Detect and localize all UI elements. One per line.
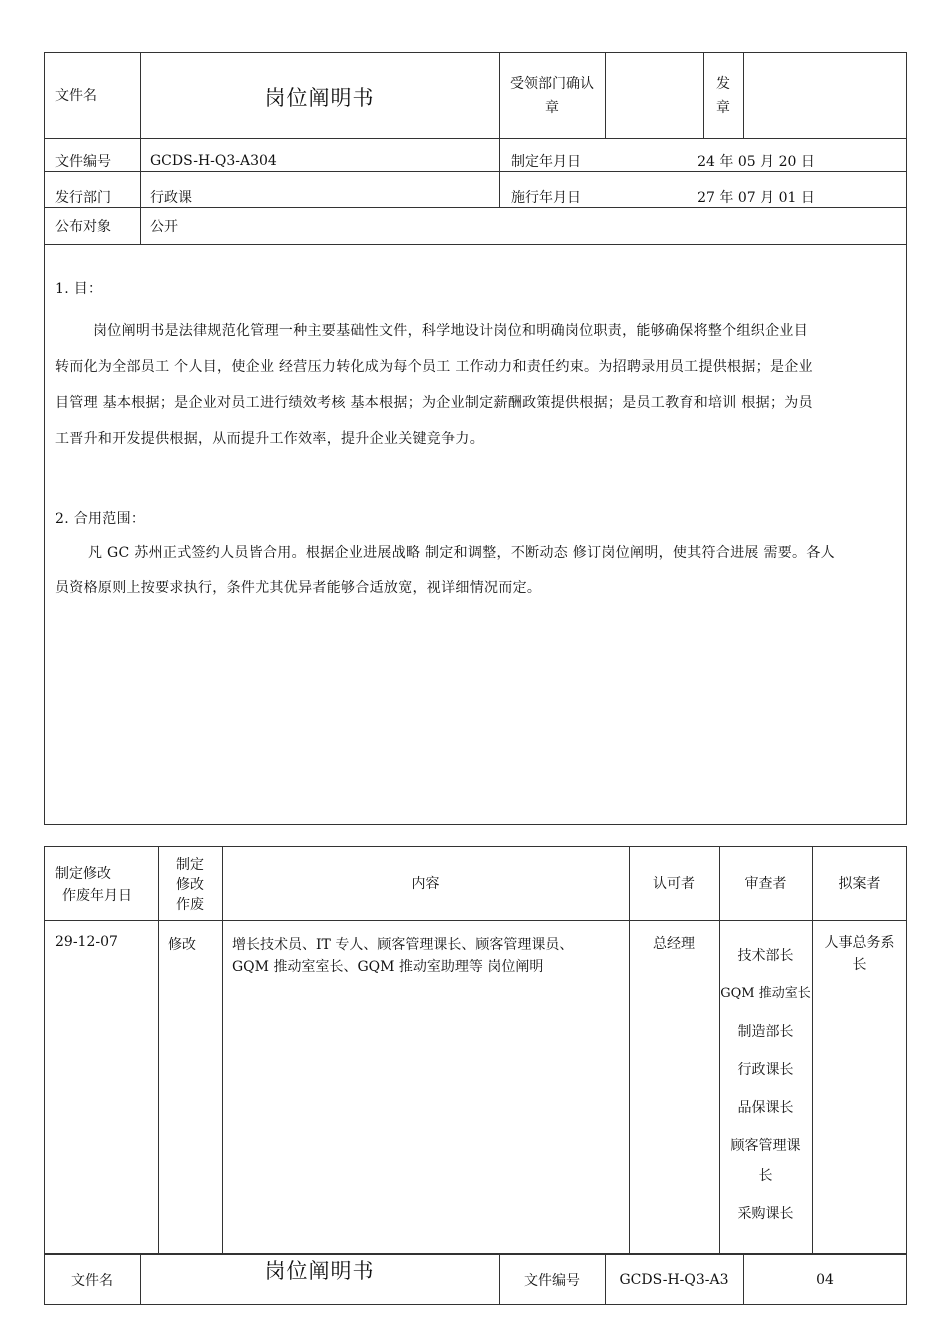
footer-file-name-label: 文件名 — [71, 1272, 113, 1289]
col-header-date-line: 制定修改 — [55, 866, 111, 882]
revision-drafter-line: 人事总务系 — [824, 935, 895, 951]
section-heading: 1. 目： — [55, 281, 103, 297]
section-paragraph: 员资格原则上按要求执行，条件尤其优异者能够合适放宽，视详细情况而定。 — [55, 580, 542, 596]
revision-date: 29-12-07 — [55, 934, 118, 950]
file-no-label: 文件编号 — [55, 154, 111, 170]
dept-confirm-stamp-area — [605, 52, 703, 138]
revision-content-line: GQM 推动室室长、GQM 推动室助理等 岗位阐明 — [232, 959, 544, 975]
footer-page-number: 04 — [816, 1271, 834, 1288]
issue-stamp-label-line: 章 — [716, 100, 730, 116]
footer-document-title: 岗位阐明书 — [264, 1259, 375, 1283]
reviewer-item: 技术部长 — [737, 948, 794, 964]
header-divider — [44, 244, 907, 245]
col-header-approver: 认可者 — [653, 876, 695, 892]
col-header-content: 内容 — [411, 876, 440, 892]
revision-type: 修改 — [168, 937, 196, 953]
file-name-label: 文件名 — [55, 88, 97, 104]
reviewer-item: 行政课长 — [737, 1062, 794, 1078]
issuing-dept-label: 发行部门 — [55, 190, 111, 206]
section-heading: 2. 合用范围： — [55, 511, 146, 527]
section-paragraph: 岗位阐明书是法律规范化管理一种主要基础性文件，科学地设计岗位和明确岗位职责，能够确保将整个组织企业目 — [93, 323, 808, 339]
section-paragraph: 目管理 基本根据；是企业对员工进行绩效考核 基本根据；为企业制定薪酬政策提供根据；是员工教育和培训 根据；为员 — [55, 395, 813, 411]
col-header-drafter: 拟案者 — [838, 876, 881, 892]
revision-drafter-line: 长 — [852, 957, 867, 973]
publish-target-label: 公布对象 — [55, 218, 111, 235]
section-paragraph: 凡 GC 苏州正式签约人员皆合用。根据企业进展战略 制定和调整，不断动态 修订岗位阐明，使其符合进展 需要。各人 — [88, 545, 835, 561]
col-header-reviewer: 审查者 — [744, 876, 787, 892]
col-header-type-line: 作废 — [176, 897, 204, 913]
issue-stamp-area — [743, 52, 907, 138]
footer-file-no-label: 文件编号 — [524, 1272, 580, 1289]
reviewer-item: 制造部长 — [737, 1024, 794, 1040]
effective-date-label: 施行年月日 — [511, 190, 581, 206]
file-no-value: GCDS-H-Q3-A304 — [150, 153, 277, 169]
dept-confirm-label-line: 受领部门确认 — [510, 76, 594, 92]
col-header-date-line: 作废年月日 — [62, 888, 132, 904]
col-header-type-line: 制定 — [176, 857, 204, 873]
revision-content-line: 增长技术员、IT 专人、顾客管理课长、顾客管理课员、 — [232, 937, 574, 953]
revision-content — [232, 934, 573, 978]
revision-table-header-divider — [44, 920, 907, 921]
footer-file-no-value: GCDS-H-Q3-A3 — [619, 1271, 729, 1288]
reviewer-item: 品保课长 — [737, 1100, 794, 1116]
dept-confirm-label-line: 章 — [545, 100, 559, 116]
document-title: 岗位阐明书 — [264, 86, 375, 110]
col-header-date — [50, 863, 132, 907]
issue-stamp-label — [703, 72, 743, 120]
reviewer-item: 顾客管理课 — [730, 1138, 801, 1154]
dept-confirm-label — [499, 72, 605, 120]
issuing-dept-value: 行政课 — [150, 190, 192, 206]
revision-reviewers — [719, 945, 812, 1233]
section-paragraph: 工晋升和开发提供根据，从而提升工作效率，提升企业关键竞争力。 — [55, 431, 484, 447]
section-paragraph: 转而化为全部员工 个人目，使企业 经营压力转化成为每个员工 工作动力和责任约束。为招聘录用员工提供根据；是企业 — [55, 359, 813, 375]
publish-target-value: 公开 — [150, 218, 178, 235]
issue-stamp-label-line: 发 — [716, 76, 730, 92]
reviewer-item: 采购课长 — [737, 1206, 794, 1222]
effective-date-value: 27 年 07 月 01 日 — [697, 190, 815, 206]
made-date-value: 24 年 05 月 20 日 — [697, 154, 815, 170]
col-header-type-line: 修改 — [176, 877, 204, 893]
col-header-type — [158, 855, 222, 915]
made-date-label: 制定年月日 — [511, 154, 581, 170]
revision-drafter — [812, 932, 907, 976]
reviewer-item: 长 — [758, 1168, 773, 1184]
revision-approver: 总经理 — [653, 936, 695, 952]
reviewer-item: GQM 推动室长 — [720, 986, 811, 1001]
